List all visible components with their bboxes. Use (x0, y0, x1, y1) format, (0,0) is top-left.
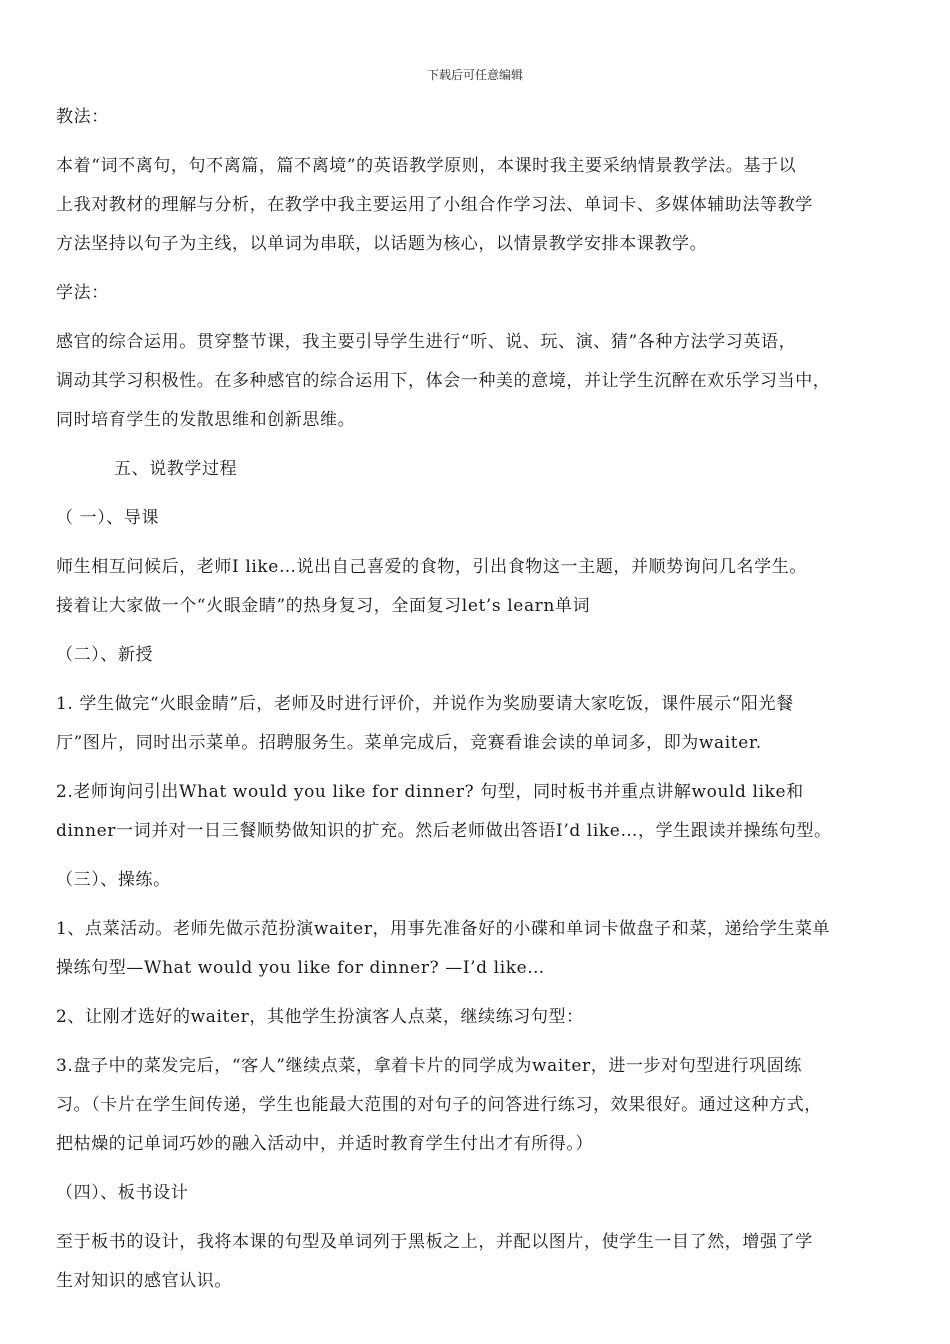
text-line: 学法： (56, 283, 109, 303)
text-line: 五、说教学过程 (114, 459, 238, 479)
text-line: （四）、板书设计 (56, 1183, 189, 1203)
subheading-intro (56, 499, 916, 538)
text-line: 同时培育学生的发散思维和创新思维。 (56, 410, 356, 430)
paragraph-new-lesson-1 (56, 685, 916, 763)
subheading-board-design (56, 1174, 916, 1213)
paragraph-learning-method (56, 323, 916, 440)
text-line: dinner一词并对一日三餐顺势做知识的扩充。然后老师做出答语I’d like…，学生跟读并操练句型。 (56, 821, 832, 841)
text-line: 教法： (56, 107, 109, 127)
paragraph-practice-2 (56, 998, 916, 1037)
text-line: 调动其学习积极性。在多种感官的综合运用下，体会一种美的意境，并让学生沉醉在欢乐学习当中， (56, 371, 831, 391)
heading-learning-method (56, 274, 916, 313)
text-line: （ 一）、导课 (56, 508, 160, 528)
text-line: 厅”图片，同时出示菜单。招聘服务生。菜单完成后，竞赛看谁会读的单词多，即为waiter. (56, 733, 762, 753)
text-line: 感官的综合运用。贯穿整节课，我主要引导学生进行“听、说、玩、演、猜”各种方法学习英语， (56, 332, 797, 352)
subheading-practice (56, 861, 916, 900)
paragraph-board-design (56, 1223, 916, 1301)
text-line: 把枯燥的记单词巧妙的融入活动中，并适时教育学生付出才有所得。） (56, 1134, 594, 1154)
text-line: 接着让大家做一个“火眼金睛”的热身复习，全面复习let’s learn单词 (56, 596, 591, 616)
text-line: 操练句型—What would you like for dinner? —I’d like… (56, 958, 545, 978)
text-line: 上我对教材的理解与分析，在教学中我主要运用了小组合作学习法、单词卡、多媒体辅助法等教学 (56, 195, 813, 215)
text-line: 方法坚持以句子为主线，以单词为串联，以话题为核心，以情景教学安排本课教学。 (56, 234, 708, 254)
heading-teaching-method (56, 98, 916, 137)
paragraph-new-lesson-2 (56, 773, 916, 851)
text-line: 3.盘子中的菜发完后，“客人”继续点菜，拿着卡片的同学成为waiter，进一步对句型进行巩固练 (56, 1056, 802, 1076)
text-line: （二）、新授 (56, 645, 154, 665)
text-line: 2.老师询问引出What would you like for dinner? 句型，同时板书并重点讲解would like和 (56, 782, 804, 802)
text-line: 1、点菜活动。老师先做示范扮演waiter，用事先准备好的小碟和单词卡做盘子和菜，递给学生菜单 (56, 919, 831, 939)
text-line: 习。（卡片在学生间传递，学生也能最大范围的对句子的问答进行练习，效果很好。通过这种方式， (56, 1095, 822, 1115)
section-heading-process (56, 450, 916, 489)
subheading-new-lesson (56, 636, 916, 675)
paragraph-teaching-method (56, 147, 916, 264)
paragraph-intro (56, 548, 916, 626)
text-line: （三）、操练。 (56, 870, 171, 890)
text-line: 本着“词不离句，句不离篇，篇不离境”的英语教学原则，本课时我主要采纳情景教学法。基于以 (56, 156, 797, 176)
text-line: 1. 学生做完“火眼金睛”后，老师及时进行评价，并说作为奖励要请大家吃饭，课件展示“阳光餐 (56, 694, 794, 714)
text-line: 2、让刚才选好的waiter，其他学生扮演客人点菜，继续练习句型： (56, 1007, 584, 1027)
text-line: 生对知识的感官认识。 (56, 1271, 232, 1291)
text-line: 师生相互问候后，老师I like…说出自己喜爱的食物，引出食物这一主题，并顺势询问几名学生。 (56, 557, 807, 577)
page-header: 下载后可任意编辑 (426, 68, 523, 82)
paragraph-practice-1 (56, 910, 916, 988)
text-line: 至于板书的设计，我将本课的句型及单词列于黑板之上，并配以图片，使学生一目了然，增强了学 (56, 1232, 813, 1252)
paragraph-practice-3 (56, 1047, 916, 1164)
document-body (56, 98, 916, 1311)
